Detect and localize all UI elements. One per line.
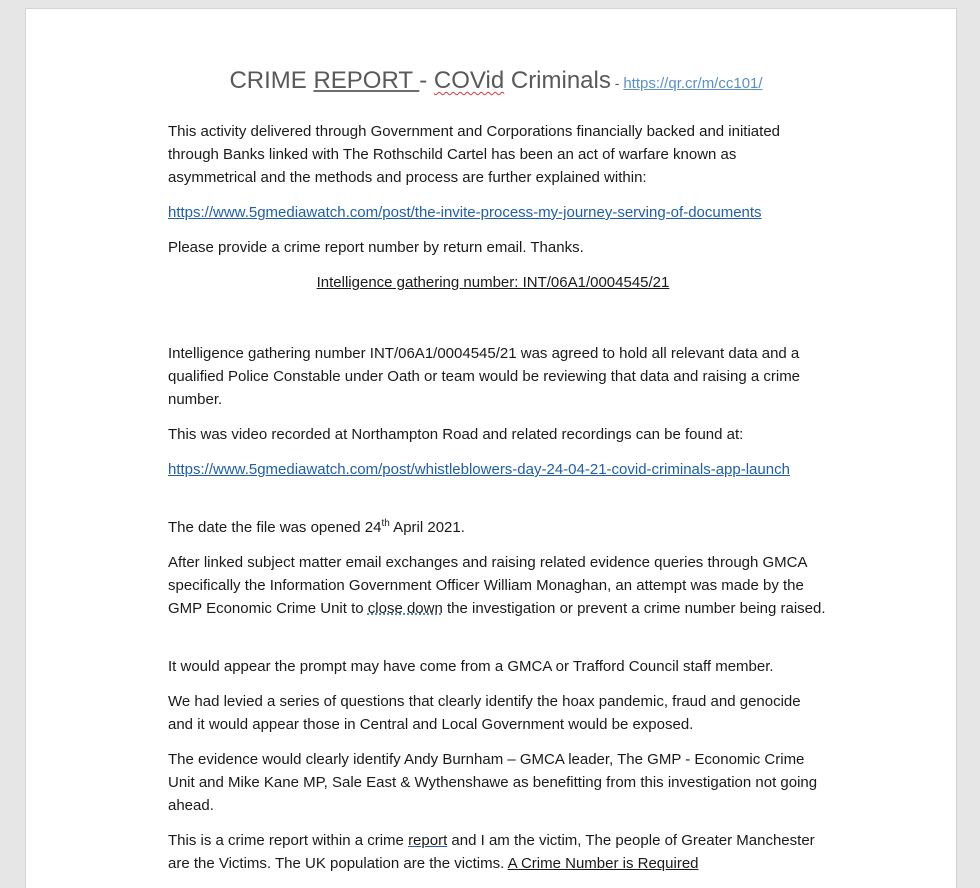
- date-text: The date the file was opened 24: [168, 519, 382, 536]
- title-text-report: REPORT: [313, 67, 420, 94]
- qr-link[interactable]: https://qr.cr/m/cc101/: [623, 75, 763, 92]
- paragraph-video: This was video recorded at Northampton Road and related recordings can be found at:: [168, 426, 744, 443]
- date-superscript: th: [381, 518, 390, 529]
- title-text-covid: COVid: [433, 67, 505, 94]
- document-title: [186, 64, 806, 101]
- paragraph-prompt: It would appear the prompt may have come from a GMCA or Trafford Council staff member.: [168, 658, 774, 675]
- link-whistleblowers[interactable]: [168, 458, 808, 481]
- victim-text: This is a crime report within a crime: [168, 832, 409, 849]
- exchanges-text: After linked subject matter email exchanges and raising related evidence queries through GMCA specifically the Information Government Officer William Monaghan, an attempt was made by the GMP Economic Crime Unit to: [168, 554, 807, 617]
- paragraph-evidence: The evidence would clearly identify Andy Burnham – GMCA leader, The GMP - Economic Crime Unit and Mike Kane MP, Sale East & Wythenshawe as benefitting from this investigation not going ahead.: [168, 751, 818, 814]
- paragraph-exchanges: [168, 551, 828, 620]
- paragraph-date: [168, 516, 828, 539]
- report-word: report: [408, 832, 448, 849]
- date-text-end: April 2021.: [389, 519, 465, 536]
- paragraph-questions: We had levied a series of questions that clearly identify the hoax pandemic, fraud and genocide and it would appear those in Central and Local Government would be exposed.: [168, 693, 801, 733]
- crime-number-required: A Crime Number is Required: [507, 855, 699, 872]
- paragraph-victim: [168, 829, 828, 875]
- intelligence-heading: Intelligence gathering number: INT/06A1/0004545/21: [316, 274, 670, 291]
- paragraph-intro: This activity delivered through Government and Corporations financially backed and initiated through Banks linked with The Rothschild Cartel has been an act of warfare known as asymmetrical and the methods and process are further explained within:: [168, 123, 781, 186]
- title-text-crime: CRIME: [229, 67, 314, 94]
- paragraph-intelligence: Intelligence gathering number INT/06A1/0004545/21 was agreed to hold all relevant data and a qualified Police Constable under Oath or team would be reviewing that data and raising a crime number.: [168, 345, 801, 408]
- title-text-dash: -: [419, 67, 434, 94]
- link-whistleblowers-text[interactable]: https://www.5gmediawatch.com/post/whistleblowers-day-24-04-21-covid-criminals-app-launch: [168, 461, 790, 478]
- close-down-text: close down: [367, 600, 443, 617]
- link-invite-process-text[interactable]: https://www.5gmediawatch.com/post/the-invite-process-my-journey-serving-of-documents: [168, 204, 762, 221]
- title-separator: -: [610, 75, 624, 91]
- victim-text-end: and I am the victim, The people of Greater Manchester are the Victims. The UK population are the victims.: [168, 832, 815, 872]
- exchanges-text-end: the investigation or prevent a crime number being raised.: [442, 600, 826, 617]
- title-text-criminals: Criminals: [504, 67, 611, 94]
- paragraph-request: Please provide a crime report number by return email. Thanks.: [168, 239, 584, 256]
- link-invite-process[interactable]: [168, 201, 828, 224]
